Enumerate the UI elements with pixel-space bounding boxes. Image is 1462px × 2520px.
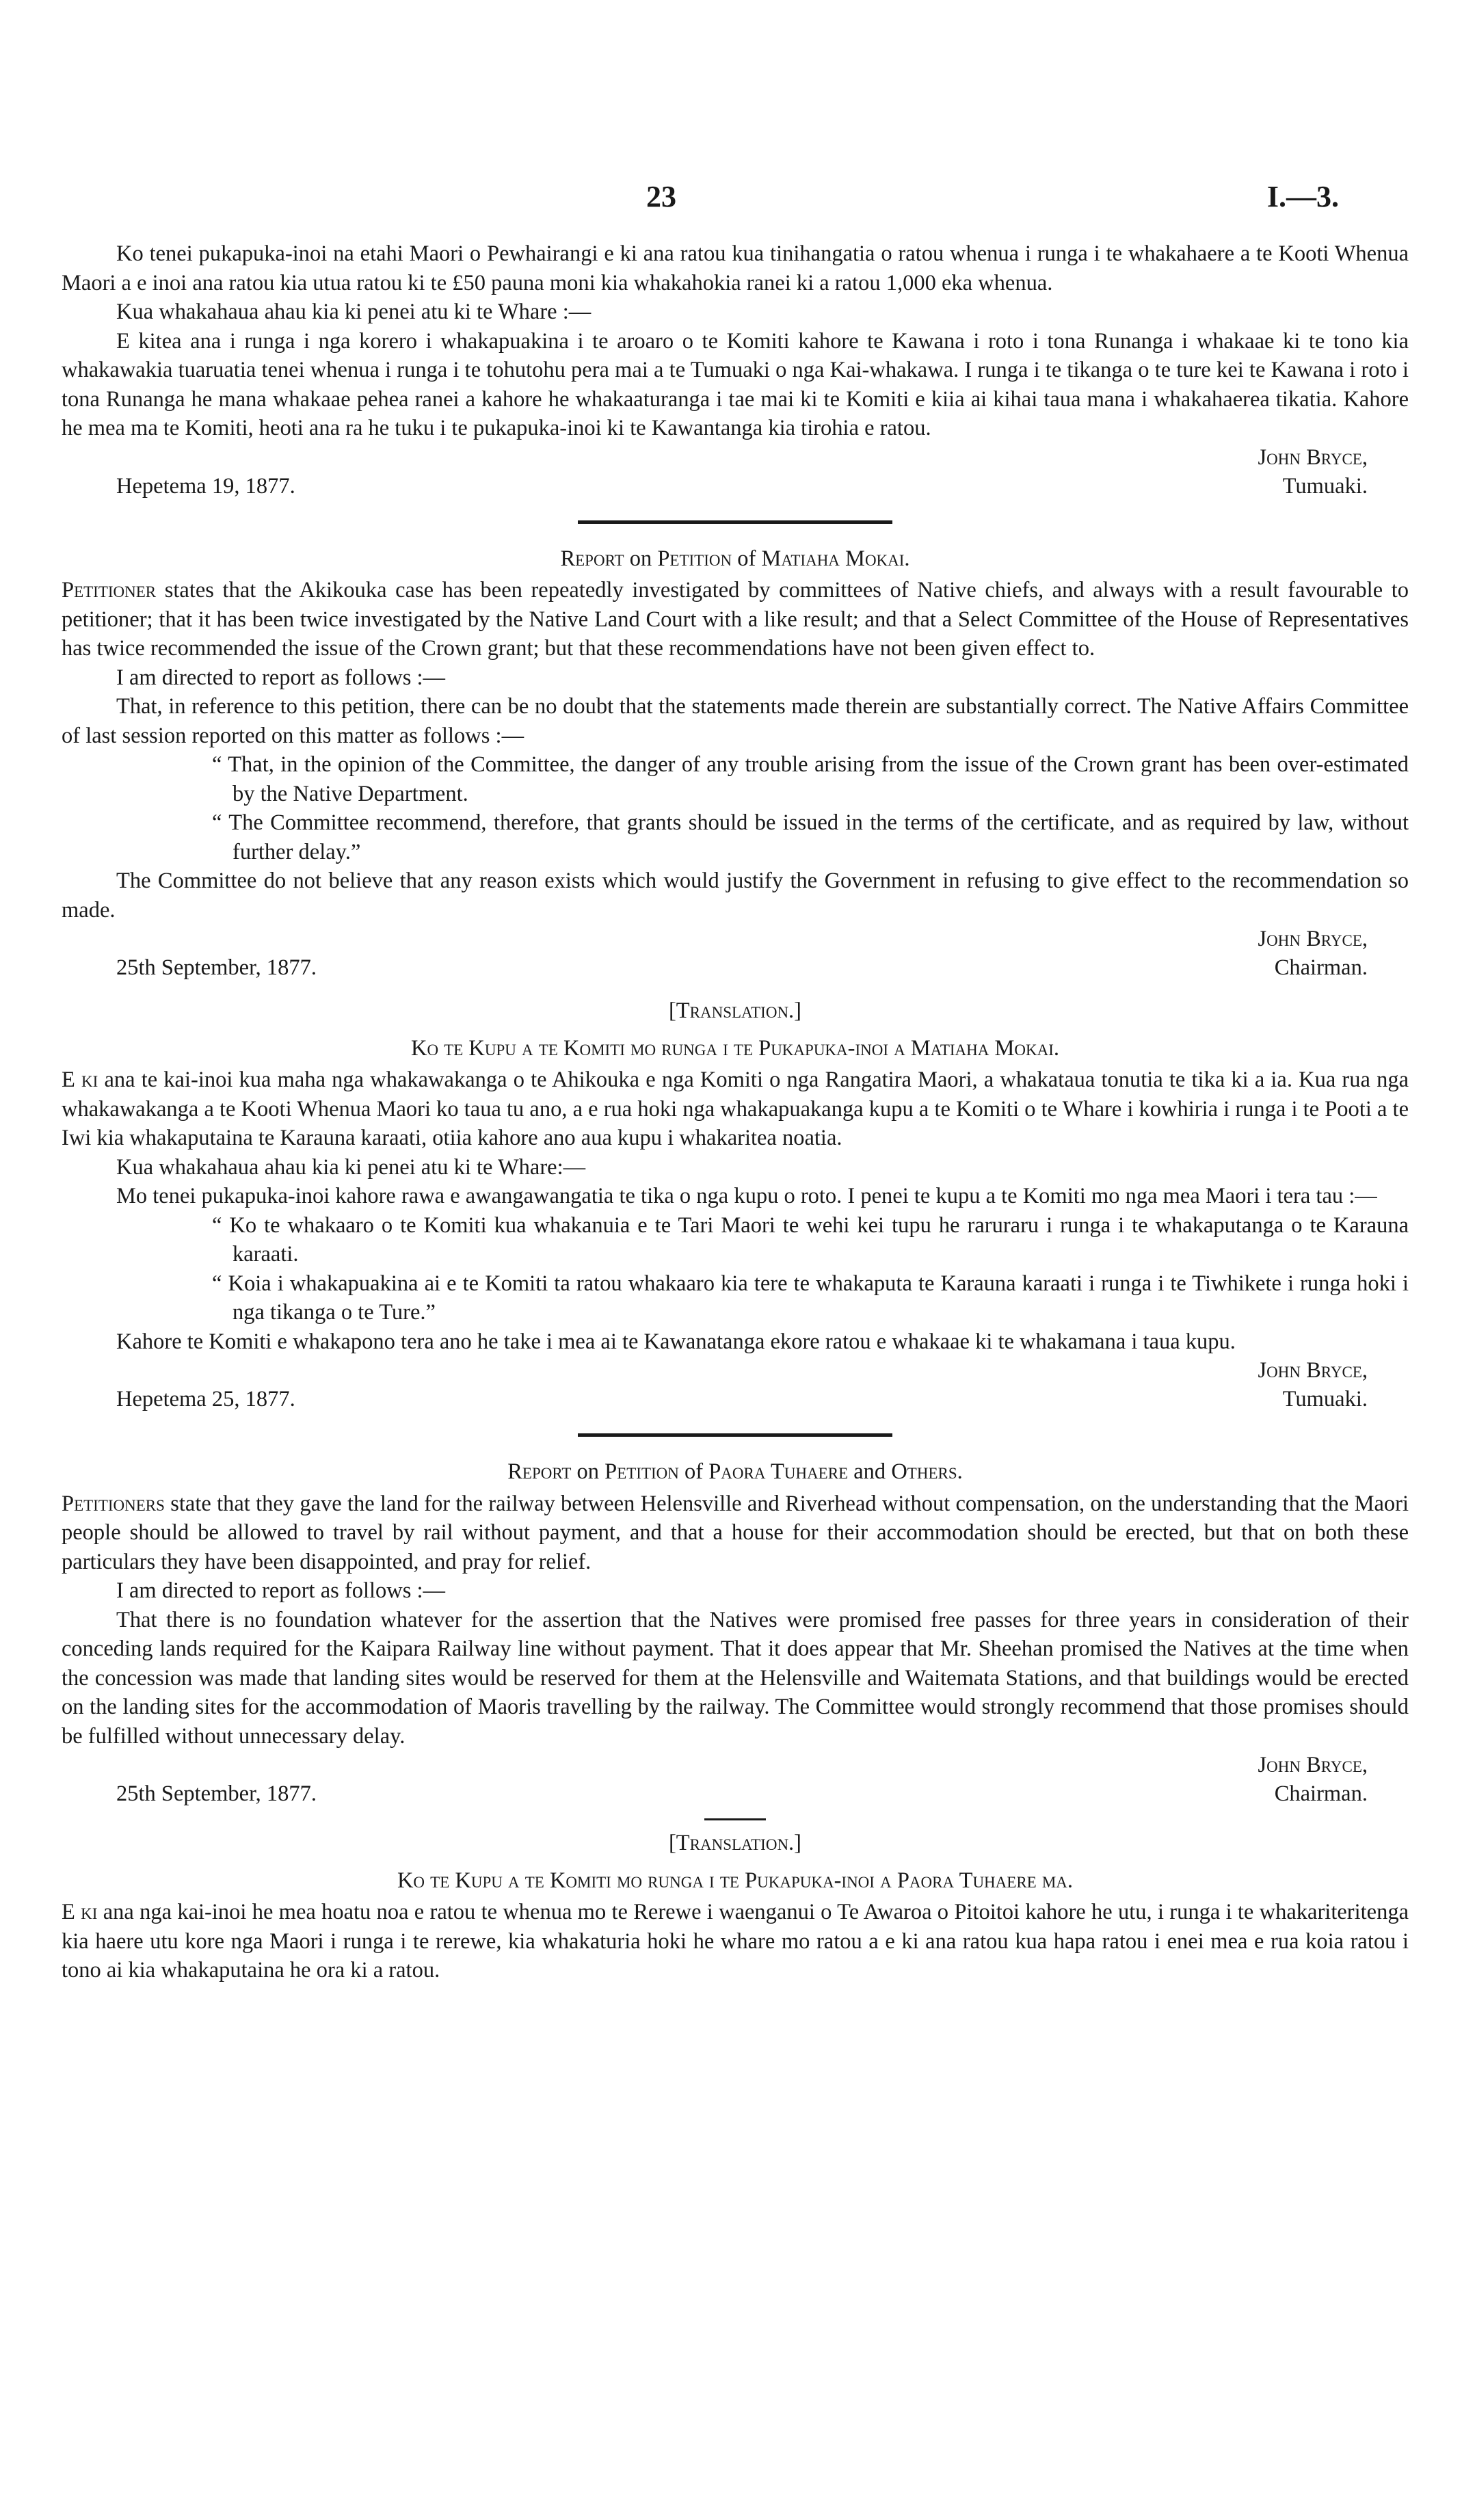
translation-label: [Translation.] bbox=[668, 1831, 801, 1855]
heading-word: Report bbox=[507, 1459, 572, 1484]
section-report-matiaha-mokai bbox=[62, 544, 1409, 983]
lead-word: E ki bbox=[62, 1900, 98, 1924]
section-heading: Ko te Kupu a te Komiti mo runga i te Pukapuka-inoi a Paora Tuhaere ma. bbox=[397, 1868, 1074, 1893]
paragraph-text: state that they gave the land for the railway between Helensville and Riverhead without compensation, on the understanding that the Maori people should be allowed to travel by rail without payment, and that a house for their accommodation should be erected, but that on both these particulars they have been disappointed, and pray for relief. bbox=[62, 1491, 1409, 1574]
short-divider bbox=[704, 1818, 766, 1820]
section-heading bbox=[62, 544, 1409, 574]
paragraph: Ko tenei pukapuka-inoi na etahi Maori o Pewhairangi e ki ana ratou kua tinihangatia o ratou whenua i runga i te whakahaere a te Kooti Whenua Maori a e inoi ana ratou kia utua ratou ki te £50 pauna moni kia whakahokia ranei ki a ratou 1,000 eka whenua. bbox=[62, 241, 1409, 295]
signature-block bbox=[62, 1356, 1409, 1414]
quotation: “ The Committee recommend, therefore, that grants should be issued in the terms of the certificate, and as required by law, without further delay.” bbox=[212, 810, 1409, 864]
paragraph: E kitea ana i runga i nga korero i whakapuakina i te aroaro o te Komiti kahore te Kawana i roto i tona Runanga i whakaae ki te tono kia whakawakia tuaruatia tenei whenua i runga i te tohutohu pera mai a te Tumuaki o nga Kai-whakawa. I runga i te tikanga o te ture kei te Kawana i roto i tona Runanga he mana whakaae pehea ranei a kahore he whakaaturanga i tae mai ki te Komiti e kiia ai kihai taua mana i whakahaerea tikatia. Kahore he mea ma te Komiti, heoti ana ra he tuku i te pukapuka-inoi ki te Kawantanga kia tirohia e ratou. bbox=[62, 328, 1409, 440]
paragraph: Mo tenei pukapuka-inoi kahore rawa e awangawangatia te tika o nga kupu o roto. I penei te kupu a te Komiti mo nga mea Maori i tera tau :— bbox=[116, 1184, 1377, 1208]
section-heading: Ko te Kupu a te Komiti mo runga i te Pukapuka-inoi a Matiaha Mokai. bbox=[411, 1035, 1059, 1061]
signature-date: Hepetema 25, 1877. bbox=[116, 1387, 295, 1411]
signatory-role: Tumuaki. bbox=[1282, 473, 1368, 499]
section-report-paora-tuhaere bbox=[62, 1457, 1409, 1809]
paragraph: Kua whakahaua ahau kia ki penei atu ki te Whare:— bbox=[116, 1154, 586, 1180]
heading-word: Paora Tuhaere bbox=[708, 1459, 849, 1484]
section-pewhairangi-maori bbox=[62, 239, 1409, 501]
paragraph bbox=[62, 1898, 1409, 1985]
paragraph: Kahore te Komiti e whakapono tera ano he take i mea ai te Kawanatanga ekore ratou e whakaae ki te whakamana i taua kupu. bbox=[116, 1329, 1236, 1354]
signature-block bbox=[62, 1751, 1409, 1809]
heading-word: Petition bbox=[604, 1459, 679, 1484]
signatory-role: Chairman. bbox=[1274, 1781, 1368, 1806]
quotation: “ That, in the opinion of the Committee, the danger of any trouble arising from the issue of the Crown grant has been over-estimated by the Native Department. bbox=[212, 752, 1409, 806]
signatory-name: John Bryce, bbox=[1258, 927, 1368, 951]
lead-word: E ki bbox=[62, 1067, 98, 1092]
signatory-name: John Bryce, bbox=[1258, 1358, 1368, 1383]
paragraph: Kua whakahaua ahau kia ki penei atu ki te Whare :— bbox=[116, 300, 592, 324]
paragraph: I am directed to report as follows :— bbox=[116, 665, 446, 690]
signatory-role: Tumuaki. bbox=[1282, 1387, 1368, 1411]
signature-date: Hepetema 19, 1877. bbox=[116, 473, 295, 499]
section-divider bbox=[578, 1433, 892, 1437]
section-translation-matiaha-mokai bbox=[62, 996, 1409, 1414]
paragraph-text: ana nga kai-inoi he mea hoatu noa e ratou te whenua mo te Rerewe i waenganui o Te Awaroa o Pitoitoi kahore he utu, i runga i te whakariteritenga kia haere utu kore nga Maori i runga i te rerewe, kia whakaturia hoki he whare mo ratou a e ki ana ratou kua hapa ratou i enei mea e rua koia ratou i tono ai kia whakaputaina he ora ki a ratou. bbox=[62, 1900, 1409, 1982]
paragraph bbox=[62, 1065, 1409, 1153]
signatory-name: John Bryce, bbox=[1258, 1753, 1368, 1777]
paragraph bbox=[62, 576, 1409, 663]
signature-block bbox=[62, 925, 1409, 983]
heading-word: and bbox=[853, 1459, 886, 1484]
section-divider bbox=[578, 520, 892, 524]
signatory-name: John Bryce, bbox=[1258, 445, 1368, 470]
paragraph: That there is no foundation whatever for the assertion that the Natives were promised free passes for three years in consideration of their conceding lands required for the Kaipara Railway line without payment. That it does appear that Mr. Sheehan promised the Natives at the time when the concession was made that landing sites would be reserved for them at the Helensville and Waitemata Stations, and that buildings would be erected on the landing sites for the accommodation of Maoris travelling by the railway. The Committee would strongly recommend that those promises should be fulfilled without unnecessary delay. bbox=[62, 1607, 1409, 1749]
quotation: “ Koia i whakapuakina ai e te Komiti ta ratou whakaaro kia tere te whakaputa te Karauna karaati i runga i te Tiwhikete i runga hoki i nga tikanga o te Ture.” bbox=[212, 1271, 1409, 1325]
signature-block bbox=[62, 443, 1409, 501]
sheet-reference: I.—3. bbox=[1266, 180, 1339, 213]
paragraph-text: states that the Akikouka case has been repeatedly investigated by committees of Native chiefs, and always with a result favourable to petitioner; that it has been twice investigated by the Native Land Court with a like result; and that a Select Committee of the House of Representatives has twice recommended the issue of the Crown grant; but that these recommendations have not been given effect to. bbox=[62, 578, 1409, 661]
quotation: “ Ko te whakaaro o te Komiti kua whakanuia e te Tari Maori te wehi kei tupu he raruraru i runga i te whakaputanga o te Karauna karaati. bbox=[212, 1212, 1409, 1266]
signature-date: 25th September, 1877. bbox=[116, 955, 317, 980]
heading-word: Petition bbox=[657, 546, 732, 571]
paragraph bbox=[62, 1489, 1409, 1577]
translation-label: [Translation.] bbox=[668, 998, 801, 1023]
heading-word: of bbox=[685, 1459, 704, 1484]
paragraph: That, in reference to this petition, there can be no doubt that the statements made therein are substantially correct. The Native Affairs Committee of last session reported on this matter as follows :— bbox=[62, 694, 1409, 748]
heading-word: Matiaha Mokai. bbox=[761, 546, 910, 571]
page-header bbox=[0, 179, 1462, 220]
paragraph: I am directed to report as follows :— bbox=[116, 1578, 446, 1603]
section-heading bbox=[62, 1457, 1409, 1487]
paragraph: The Committee do not believe that any reason exists which would justify the Government in refusing to give effect to the recommendation so made. bbox=[62, 868, 1409, 923]
signatory-role: Chairman. bbox=[1274, 955, 1368, 980]
heading-word: on bbox=[629, 546, 652, 571]
lead-word: Petitioners bbox=[62, 1491, 165, 1516]
signature-date: 25th September, 1877. bbox=[116, 1781, 317, 1806]
paragraph-text: ana te kai-inoi kua maha nga whakawakanga o te Ahikouka e nga Komiti o nga Rangatira Maori, a whakataua tonutia te tika ki a ia. Kua rua nga whakawakanga a te Kooti Whenua Maori ko taua tu ano, a e rua hoki nga whakapuakanga kupu a te Komiti o te Whare i kowhiria i runga i te Pooti a te Iwi kia whakaputaina te Karauna karaati, otiia kahore ano aua kupu i whakaritea noatia. bbox=[62, 1067, 1409, 1150]
section-translation-paora-tuhaere bbox=[62, 1829, 1409, 1985]
heading-word: on bbox=[576, 1459, 599, 1484]
heading-word: Others. bbox=[891, 1459, 963, 1484]
heading-word: of bbox=[737, 546, 756, 571]
heading-word: Report bbox=[560, 546, 624, 571]
document-body bbox=[62, 239, 1409, 1985]
page-number: 23 bbox=[646, 180, 676, 213]
lead-word: Petitioner bbox=[62, 578, 157, 602]
